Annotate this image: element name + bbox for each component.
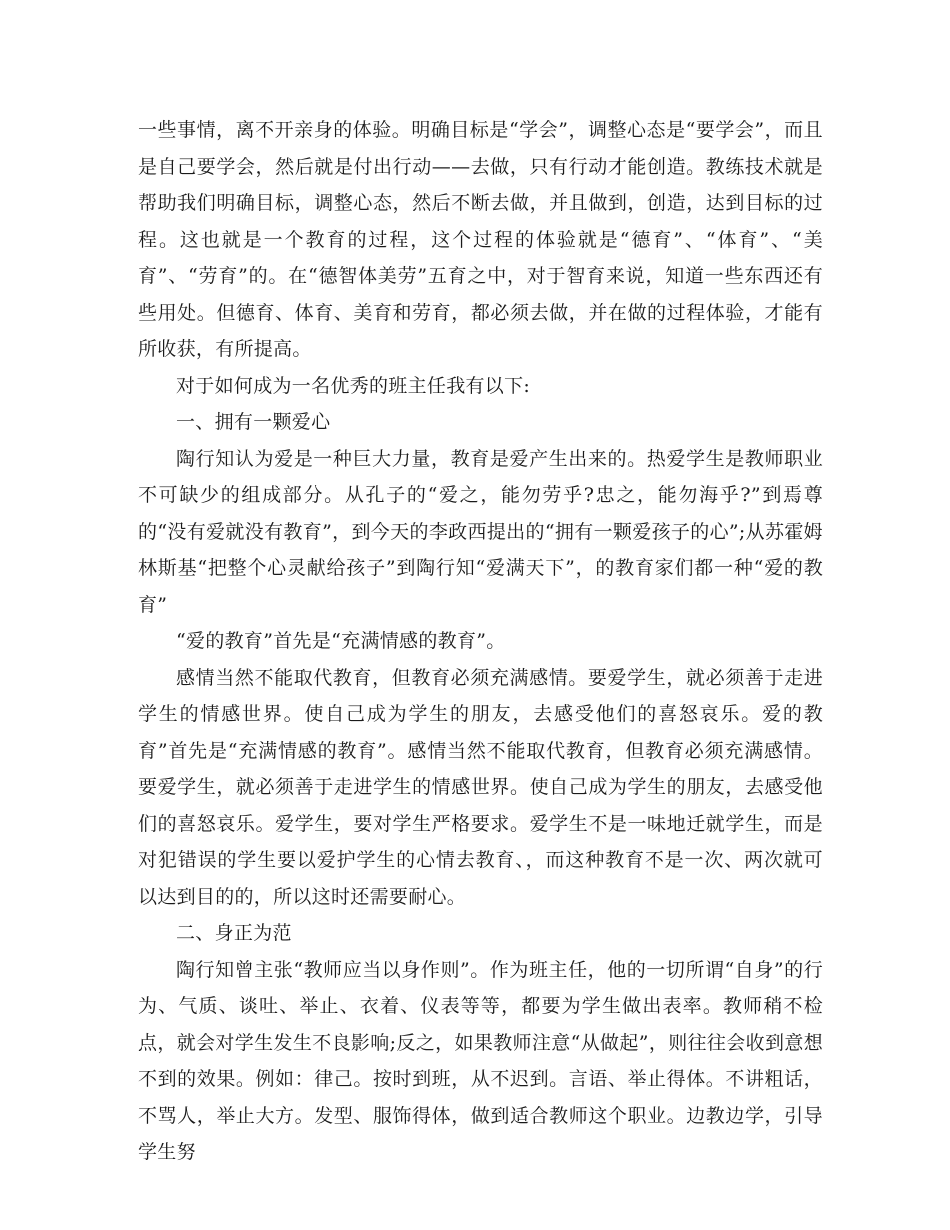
paragraph-1: 一些事情，离不开亲身的体验。明确目标是“学会”，调整心态是“要学会”，而且是自己要学会，然后就是付出行动——去做，只有行动才能创造。教练技术就是帮助我们明确目标，调整心态，然后不断去做，并且做到，创造，达到目标的过程。这也就是一个教育的过程，这个过程的体验就是“德育”、“体育”、“美育”、“劳育”的。在“德智体美劳”五育之中，对于智育来说，知道一些东西还有些用处。但德育、体育、美育和劳育，都必须去做，并在做的过程体验，才能有所收获，有所提高。 [138,119,823,360]
section-heading-1: 一、拥有一颗爱心 [176,411,331,433]
paragraph-2: 对于如何成为一名优秀的班主任我有以下: [176,374,531,397]
paragraph-3: 陶行知认为爱是一种巨大力量，教育是爱产生出来的。热爱学生是教师职业不可缺少的组成部分。从孔子的“爱之，能勿劳乎?忠之，能勿海乎?”到焉尊的“没有爱就没有教育”，到今天的李政西提出的“拥有一颗爱孩子的心”;从苏霍姆林斯基“把整个心灵献给孩子”到陶行知“爱满天下”，的教育家们都一种“爱的教育” [138,447,823,616]
paragraph-5: 感情当然不能取代教育，但教育必须充满感情。要爱学生，就必须善于走进学生的情感世界。使自己成为学生的朋友，去感受他们的喜怒哀乐。爱的教育”首先是“充满情感的教育”。感情当然不能取代教育，但教育必须充满感情。要爱学生，就必须善于走进学生的情感世界。使自己成为学生的朋友，去感受他们的喜怒哀乐。爱学生，要对学生严格要求。爱学生不是一味地迁就学生，而是对犯错误的学生要以爱护学生的心情去教育、，而这种教育不是一次、两次就可以达到目的的，所以这时还需要耐心。 [138,666,823,908]
paragraph-4: “爱的教育”首先是“充满情感的教育”。 [176,630,506,652]
section-heading-2: 二、身正为范 [176,922,292,944]
document-body [138,112,823,1171]
paragraph-6: 陶行知曾主张“教师应当以身作则”。作为班主任，他的一切所谓“自身”的行为、气质、谈吐、举止、衣着、仪表等等，都要为学生做出表率。教师稍不检点，就会对学生发生不良影响;反之，如果教师注意“从做起”，则往往会收到意想不到的效果。例如：律己。按时到班，从不迟到。言语、举止得体。不讲粗话，不骂人，举止大方。发型、服饰得体，做到适合教师这个职业。边教边学，引导学生努 [138,958,823,1163]
